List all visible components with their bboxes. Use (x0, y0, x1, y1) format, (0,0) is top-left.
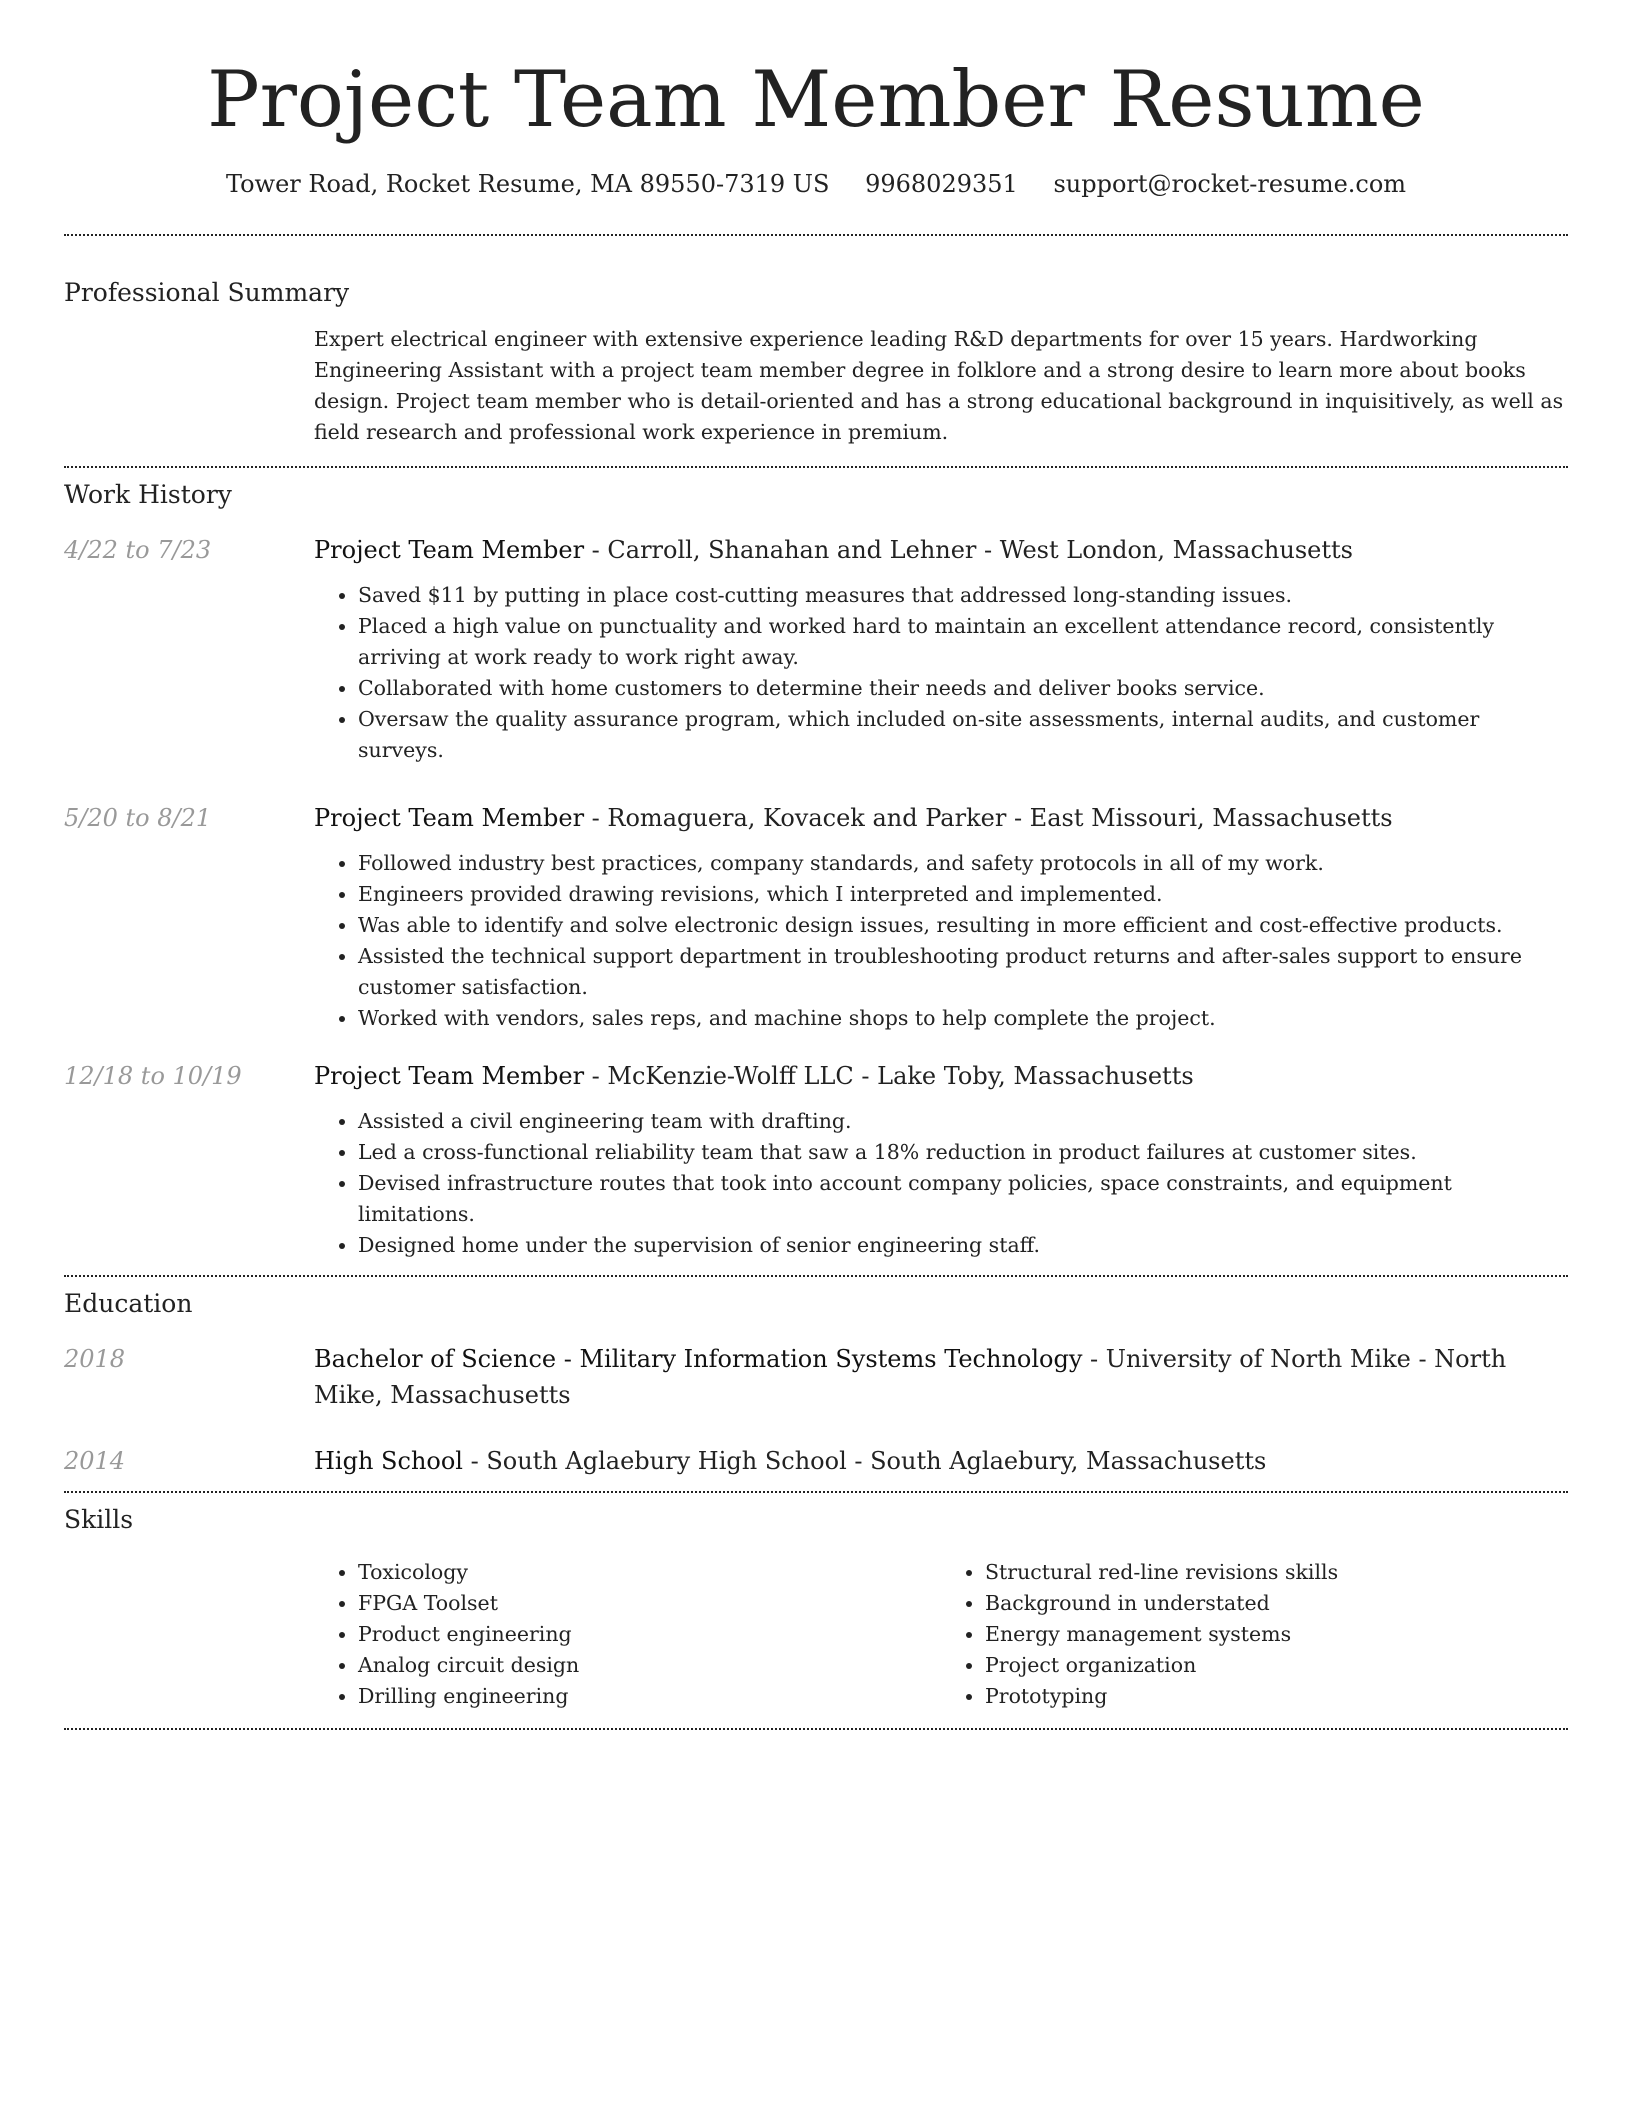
list-item: • Was able to identify and solve electronic design issues, resulting in more efficient and cost-effective products. (358, 910, 1568, 941)
list-item: • Background in understated (985, 1588, 1568, 1619)
list-item: • Worked with vendors, sales reps, and machine shops to help complete the project. (358, 1003, 1568, 1034)
job-bullets (314, 1106, 1568, 1261)
list-item: • Toxicology (358, 1557, 941, 1588)
section-heading-skills: Skills (64, 1505, 134, 1534)
address: Tower Road, Rocket Resume, MA 89550-7319 US (225, 170, 830, 198)
job-employer: - Carroll, Shanahan and Lehner - West London, Massachusetts (584, 536, 1353, 564)
divider (64, 234, 1568, 236)
phone: 9968029351 (865, 170, 1018, 198)
list-item: • Product engineering (358, 1619, 941, 1650)
list-item: • Assisted a civil engineering team with drafting. (358, 1106, 1568, 1137)
list-item: • Placed a high value on punctuality and worked hard to maintain an excellent attendance record, consistently arriving at work ready to work right away. (358, 611, 1568, 673)
contact-line (64, 168, 1568, 200)
section-heading-education: Education (64, 1289, 193, 1318)
education-section (64, 1287, 1568, 1479)
education-entry (64, 1341, 1568, 1413)
education-entry (64, 1443, 1568, 1479)
job-title: Project Team Member (314, 804, 585, 832)
list-item: • Designed home under the supervision of senior engineering staff. (358, 1230, 1568, 1261)
list-item: • Project organization (985, 1650, 1568, 1681)
section-heading-summary: Professional Summary (64, 278, 350, 307)
education-year: 2014 (64, 1447, 126, 1475)
summary-text: Expert electrical engineer with extensive experience leading R&D departments for over 15 years. Hardworking Engineering Assistant with a project team member degree in folklore and a strong desire to learn more about books design. Project team member who is detail-oriented and has a strong educational background in inquisitively, as well as field research and professional work experience in premium. (314, 327, 1564, 444)
list-item: • Analog circuit design (358, 1650, 941, 1681)
list-item: • Energy management systems (985, 1619, 1568, 1650)
job-dates: 4/22 to 7/23 (64, 536, 212, 564)
list-item: • Assisted the technical support department in troubleshooting product returns and after-sales support to ensure customer satisfaction. (358, 941, 1568, 1003)
job-entry (64, 532, 1568, 766)
list-item: • Engineers provided drawing revisions, which I interpreted and implemented. (358, 879, 1568, 910)
job-heading (314, 532, 1568, 568)
list-item: • Devised infrastructure routes that took into account company policies, space constraints, and equipment limitations. (358, 1168, 1568, 1230)
list-item: • Drilling engineering (358, 1681, 941, 1712)
job-employer: - Romaguera, Kovacek and Parker - East Missouri, Massachusetts (584, 804, 1393, 832)
skills-column-right (941, 1557, 1568, 1712)
education-school: - University of North Mike - North Mike, Massachusetts (314, 1345, 1507, 1409)
education-year: 2018 (64, 1345, 126, 1373)
list-item: • Prototyping (985, 1681, 1568, 1712)
resume-page (64, 0, 1568, 1730)
education-heading (314, 1443, 1568, 1479)
education-degree: High School (314, 1447, 463, 1475)
job-entry (64, 1058, 1568, 1261)
job-title: Project Team Member (314, 1062, 585, 1090)
list-item: • Led a cross-functional reliability team that saw a 18% reduction in product failures at customer sites. (358, 1137, 1568, 1168)
divider (64, 1728, 1568, 1730)
divider (64, 1491, 1568, 1493)
education-school: - South Aglaebury High School - South Aglaebury, Massachusetts (462, 1447, 1267, 1475)
divider (64, 1275, 1568, 1277)
job-employer: - McKenzie-Wolff LLC - Lake Toby, Massachusetts (584, 1062, 1194, 1090)
job-bullets (314, 848, 1568, 1034)
job-dates: 12/18 to 10/19 (64, 1062, 242, 1090)
job-bullets (314, 580, 1568, 766)
skills-column-left (314, 1557, 941, 1712)
job-entry (64, 800, 1568, 1034)
education-degree: Bachelor of Science - Military Information Systems Technology (314, 1345, 1083, 1373)
summary-section (64, 276, 1568, 448)
resume-title: Project Team Member Resume (207, 55, 1425, 145)
work-history-section (64, 478, 1568, 1261)
job-heading (314, 1058, 1568, 1094)
job-heading (314, 800, 1568, 836)
list-item: • Followed industry best practices, company standards, and safety protocols in all of my work. (358, 848, 1568, 879)
list-item: • Collaborated with home customers to determine their needs and deliver books service. (358, 673, 1568, 704)
section-heading-work: Work History (64, 480, 232, 509)
list-item: • Structural red-line revisions skills (985, 1557, 1568, 1588)
list-item: • Oversaw the quality assurance program, which included on-site assessments, internal audits, and customer surveys. (358, 704, 1568, 766)
skills-list (314, 1557, 1568, 1712)
list-item: • FPGA Toolset (358, 1588, 941, 1619)
divider (64, 466, 1568, 468)
education-heading (314, 1341, 1568, 1413)
job-dates: 5/20 to 8/21 (64, 804, 212, 832)
email: support@rocket-resume.com (1053, 170, 1407, 198)
skills-section (64, 1503, 1568, 1712)
list-item: • Saved $11 by putting in place cost-cutting measures that addressed long-standing issues. (358, 580, 1568, 611)
job-title: Project Team Member (314, 536, 585, 564)
